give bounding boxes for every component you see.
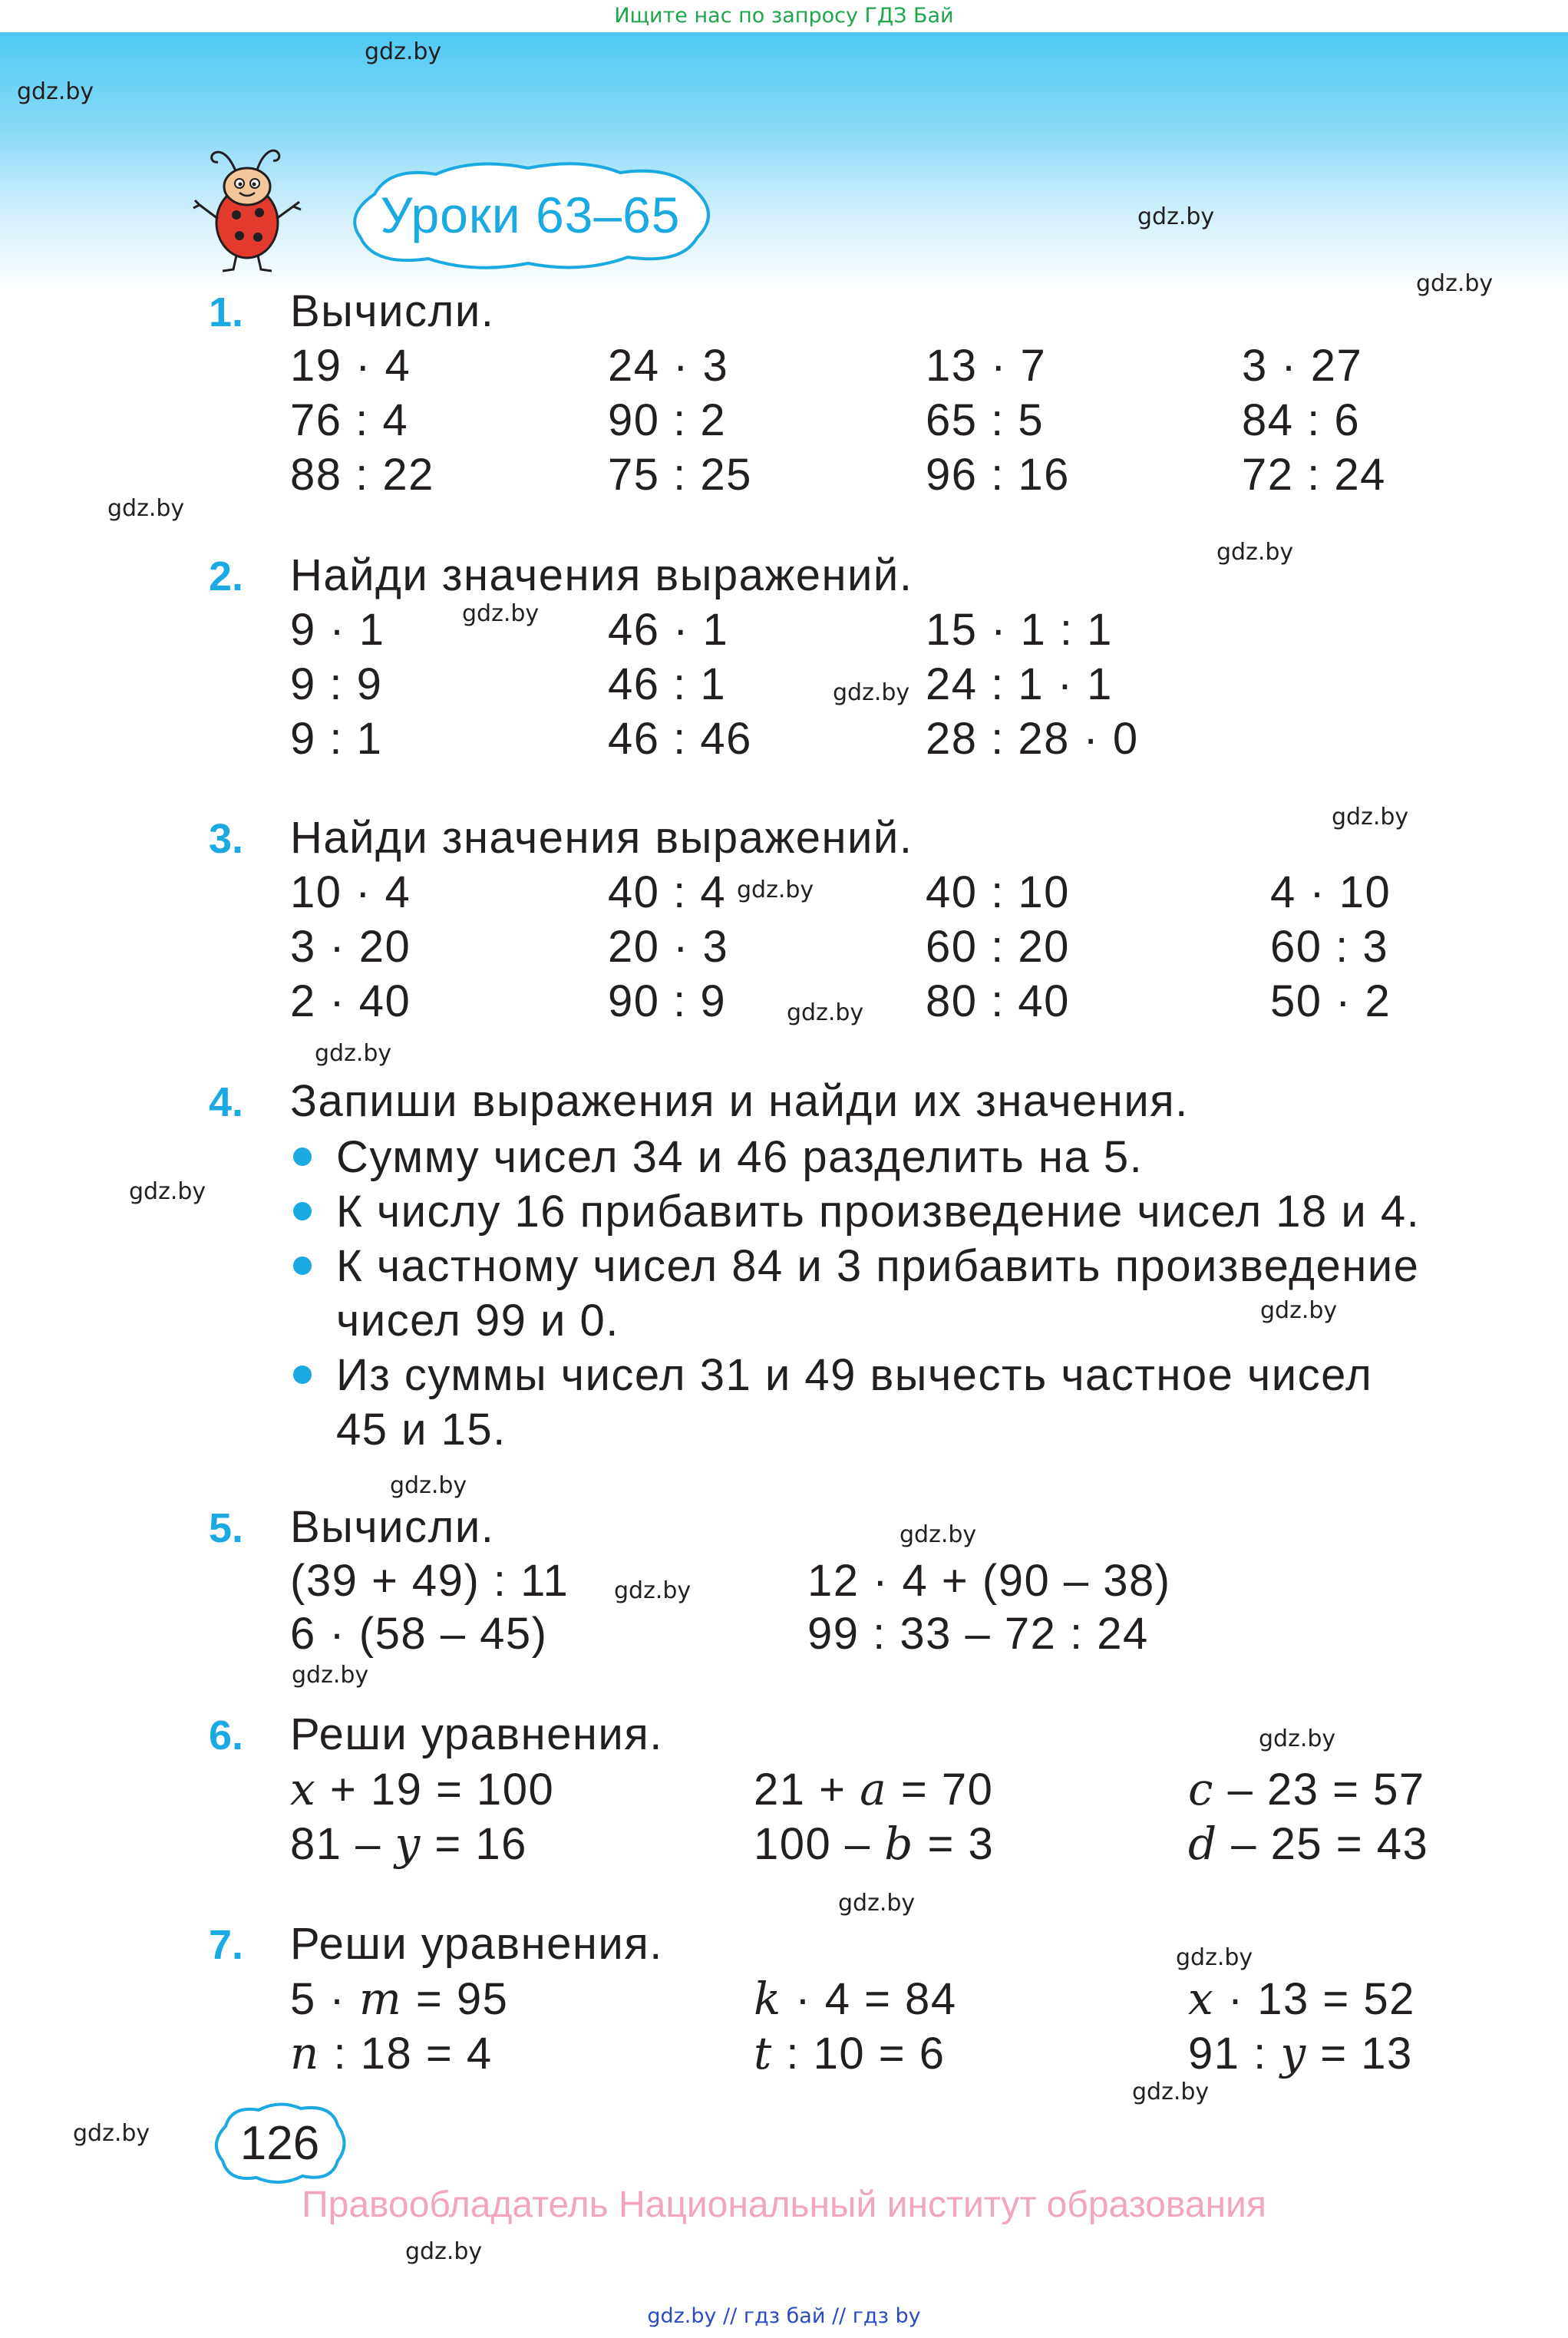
- expression: 90 : 9: [608, 976, 727, 1026]
- watermark: gdz.by: [292, 1662, 369, 1689]
- task-question: Найди значения выражений.: [290, 550, 913, 600]
- bullet-icon: [293, 1202, 312, 1220]
- watermark: gdz.by: [1332, 804, 1409, 831]
- variable: y: [1280, 2027, 1307, 2079]
- expression: 15 · 1 : 1: [926, 605, 1113, 655]
- watermark: gdz.by: [1137, 203, 1215, 230]
- task-number: 1.: [209, 289, 244, 335]
- watermark: gdz.by: [787, 999, 864, 1026]
- variable: k: [754, 1973, 782, 2025]
- bullet-icon: [293, 1365, 312, 1384]
- page-number: 126: [239, 2117, 320, 2170]
- equation: 5 · m = 95: [290, 1973, 509, 2025]
- equation: k · 4 = 84: [754, 1973, 957, 2025]
- ladybug-mascot-icon: [192, 142, 303, 276]
- variable: c: [1188, 1763, 1214, 1815]
- watermark: gdz.by: [390, 1472, 467, 1499]
- expression: 72 : 24: [1242, 450, 1386, 500]
- bullet-item: Из суммы чисел 31 и 49 вычесть частное чисел: [336, 1350, 1373, 1400]
- expression: 40 : 4: [608, 867, 727, 917]
- task-question: Найди значения выражений.: [290, 813, 913, 863]
- task-number: 6.: [209, 1712, 244, 1758]
- task-question: Реши уравнения.: [290, 1709, 663, 1759]
- task-question: Вычисли.: [290, 286, 495, 336]
- variable: a: [860, 1763, 888, 1815]
- copyright-notice: Правообладатель Национальный институт образования: [302, 2184, 1266, 2225]
- task-question: Вычисли.: [290, 1502, 495, 1552]
- expression: 60 : 20: [926, 922, 1070, 972]
- expression: 40 : 10: [926, 867, 1070, 917]
- equation: 81 – y = 16: [290, 1818, 527, 1870]
- watermark: gdz.by: [833, 679, 910, 706]
- watermark: gdz.by: [1259, 1725, 1336, 1752]
- watermark: gdz.by: [17, 78, 94, 105]
- watermark: gdz.by: [73, 2120, 150, 2147]
- watermark: gdz.by: [838, 1890, 916, 1917]
- variable: n: [290, 2027, 320, 2079]
- task-number: 2.: [209, 553, 244, 599]
- bullet-item-continuation: 45 и 15.: [336, 1405, 507, 1455]
- watermark: gdz.by: [405, 2238, 483, 2265]
- equation: x · 13 = 52: [1188, 1973, 1415, 2025]
- watermark: gdz.by: [1216, 539, 1294, 566]
- watermark: gdz.by: [107, 495, 185, 522]
- expression: 60 : 3: [1270, 922, 1389, 972]
- equation: 21 + a = 70: [754, 1763, 994, 1815]
- equation: n : 18 = 4: [290, 2027, 493, 2079]
- task-number: 5.: [209, 1505, 244, 1551]
- expression: 13 · 7: [926, 341, 1047, 391]
- watermark: gdz.by: [1260, 1297, 1338, 1324]
- expression: 65 : 5: [926, 395, 1045, 445]
- bullet-item-continuation: чисел 99 и 0.: [336, 1296, 619, 1346]
- top-banner[interactable]: Ищите нас по запросу ГДЗ Бай: [0, 0, 1568, 32]
- expression: 9 · 1: [290, 605, 385, 655]
- watermark: gdz.by: [737, 877, 814, 903]
- equation: x + 19 = 100: [290, 1763, 555, 1815]
- task-number: 3.: [209, 816, 244, 862]
- bullet-item: К частному чисел 84 и 3 прибавить произведение: [336, 1241, 1420, 1291]
- watermark: gdz.by: [614, 1577, 692, 1604]
- expression: 2 · 40: [290, 976, 411, 1026]
- expression: 84 : 6: [1242, 395, 1361, 445]
- expression: 19 · 4: [290, 341, 411, 391]
- expression: 50 · 2: [1270, 976, 1391, 1026]
- bullet-icon: [293, 1257, 312, 1275]
- bullet-item: Сумму чисел 34 и 46 разделить на 5.: [336, 1132, 1144, 1182]
- expression: 96 : 16: [926, 450, 1070, 500]
- expression: 28 : 28 · 0: [926, 714, 1139, 764]
- expression: 3 · 20: [290, 922, 411, 972]
- variable: x: [1188, 1973, 1215, 2025]
- expression: 46 : 1: [608, 659, 727, 709]
- variable: y: [394, 1818, 421, 1870]
- expression: 6 · (58 – 45): [290, 1609, 548, 1659]
- expression: 76 : 4: [290, 395, 409, 445]
- equation: d – 25 = 43: [1188, 1818, 1429, 1870]
- equation: 100 – b = 3: [754, 1818, 995, 1870]
- bullet-item: К числу 16 прибавить произведение чисел 18 и 4.: [336, 1187, 1421, 1237]
- watermark: gdz.by: [900, 1521, 977, 1548]
- watermark: gdz.by: [462, 600, 540, 627]
- expression: 9 : 1: [290, 714, 383, 764]
- task-number: 7.: [209, 1922, 244, 1968]
- expression: 75 : 25: [608, 450, 752, 500]
- watermark: gdz.by: [315, 1040, 392, 1067]
- footer-links[interactable]: gdz.by // гдз бай // гдз by: [647, 2304, 921, 2328]
- expression: 10 · 4: [290, 867, 411, 917]
- expression: (39 + 49) : 11: [290, 1556, 569, 1606]
- expression: 46 : 46: [608, 714, 752, 764]
- variable: m: [358, 1973, 403, 2025]
- variable: t: [754, 2027, 773, 2079]
- expression: 80 : 40: [926, 976, 1070, 1026]
- watermark: gdz.by: [365, 38, 442, 65]
- expression: 90 : 2: [608, 395, 727, 445]
- equation: 91 : y = 13: [1188, 2027, 1413, 2079]
- watermark: gdz.by: [1416, 270, 1494, 297]
- expression: 24 · 3: [608, 341, 729, 391]
- expression: 3 · 27: [1242, 341, 1363, 391]
- expression: 46 · 1: [608, 605, 729, 655]
- expression: 12 · 4 + (90 – 38): [807, 1556, 1171, 1606]
- variable: b: [884, 1818, 914, 1870]
- expression: 9 : 9: [290, 659, 383, 709]
- watermark: gdz.by: [1132, 2079, 1210, 2105]
- equation: t : 10 = 6: [754, 2027, 946, 2079]
- bullet-icon: [293, 1148, 312, 1166]
- task-number: 4.: [209, 1079, 244, 1125]
- expression: 20 · 3: [608, 922, 729, 972]
- task-question: Реши уравнения.: [290, 1919, 663, 1969]
- page-title: Уроки 63–65: [380, 187, 681, 243]
- expression: 88 : 22: [290, 450, 434, 500]
- variable: d: [1188, 1818, 1218, 1870]
- task-question: Запиши выражения и найди их значения.: [290, 1076, 1189, 1126]
- watermark: gdz.by: [1176, 1944, 1253, 1971]
- expression: 24 : 1 · 1: [926, 659, 1113, 709]
- variable: x: [290, 1763, 317, 1815]
- equation: c – 23 = 57: [1188, 1763, 1425, 1815]
- expression: 4 · 10: [1270, 867, 1391, 917]
- watermark: gdz.by: [129, 1178, 206, 1205]
- expression: 99 : 33 – 72 : 24: [807, 1609, 1149, 1659]
